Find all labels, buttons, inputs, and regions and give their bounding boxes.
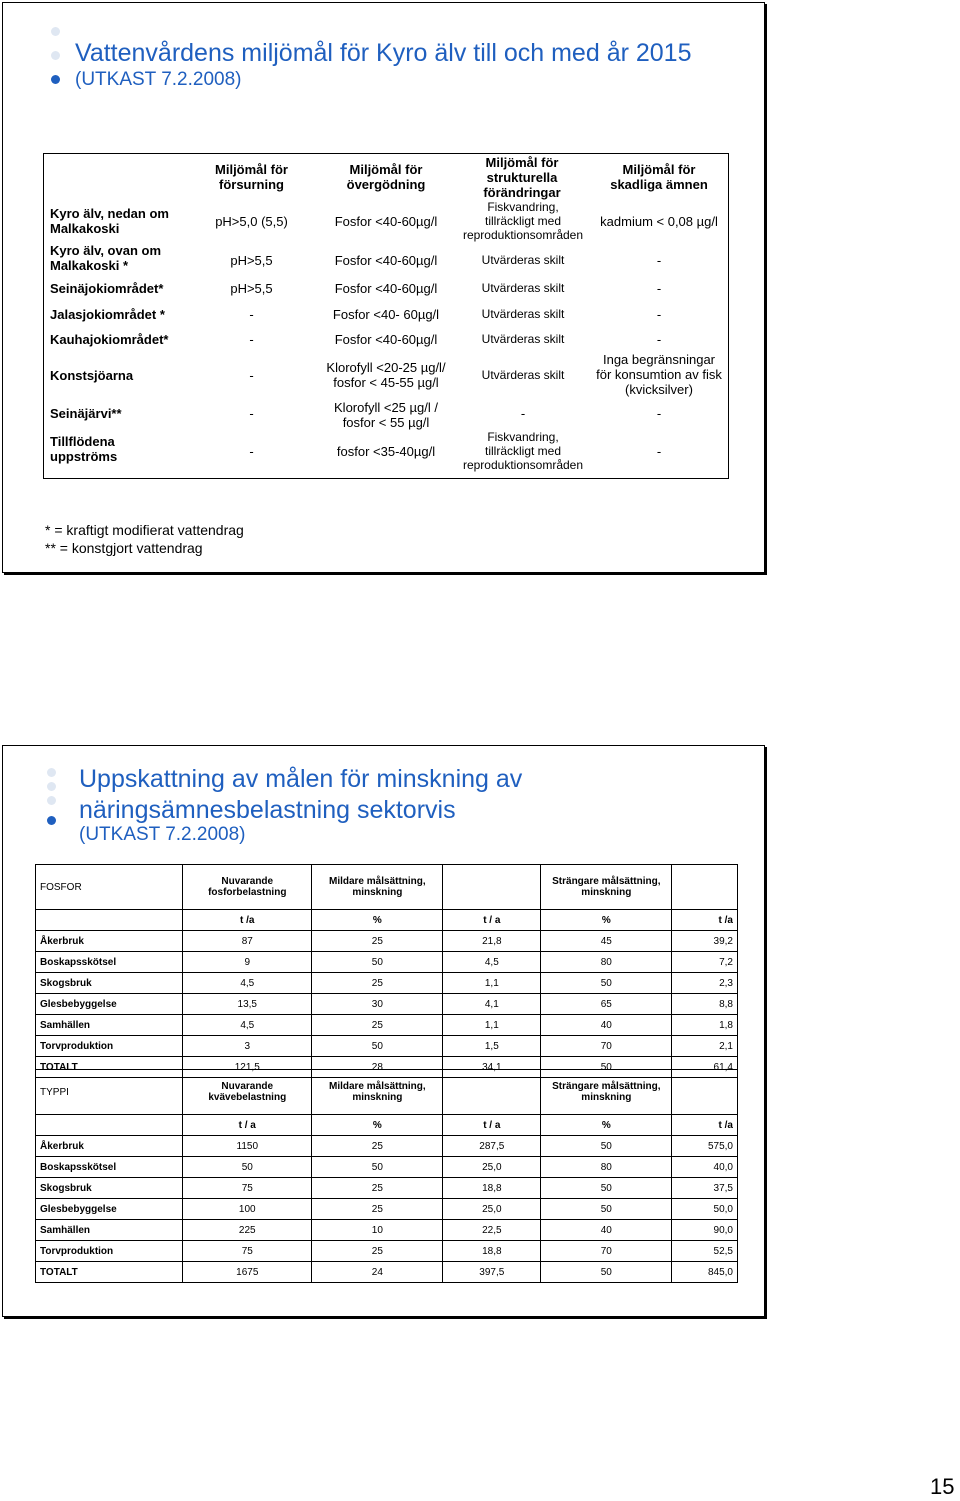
table-cell: 50 [312,1157,443,1178]
table-cell: 80 [541,1157,672,1178]
col-header-strict: Strängare målsättning, minskning [541,865,672,910]
empty-cell [672,1070,738,1115]
bullet-decoration [47,782,56,791]
table-cell: 25 [312,973,443,994]
slide-title [79,764,522,826]
cell-forsurning: - [249,368,254,383]
table-cell: 45 [541,931,672,952]
row-label: Jalasjokiområdet * [50,307,165,322]
fosfor-table [35,864,738,1078]
header-strukturella: Miljömål för strukturella förändringar [483,155,561,200]
cell-strukturella: Utvärderas skilt [481,368,565,382]
sector-label: TOTALT [36,1262,183,1283]
row-label: Kyro älv, ovan om Malkakoski * [50,243,162,273]
cell-overgodning: Klorofyll <25 µg/l / fosfor < 55 µg/l [334,400,438,430]
cell-skadliga: kadmium < 0,08 µg/l [600,214,718,229]
table-cell: 50 [541,1136,672,1157]
slide-title: Vattenvårdens miljömål för Kyro älv till och med år 2015 [75,39,692,67]
table-cell: 1,5 [443,1036,541,1057]
cell-overgodning: Fosfor <40- 60µg/l [332,307,440,322]
header-overgodning: Miljömål för övergödning [346,162,426,192]
row-label: Seinäjokiområdet* [50,281,164,296]
row-label: Tillflödena uppströms [50,434,118,464]
table-cell: 13,5 [183,994,312,1015]
table-cell: 50 [312,1036,443,1057]
cell-forsurning: - [249,444,254,459]
table-cell: 25 [312,1136,443,1157]
cell-overgodning: Klorofyll <20-25 µg/l/ fosfor < 45-55 µg/l [326,360,446,390]
cell-forsurning: - [249,307,254,322]
table-cell: 1,1 [443,1015,541,1036]
footnote: * = kraftigt modifierat vattendrag [45,522,244,538]
cell-skadliga: - [656,332,662,347]
unit-header: t / a [443,1115,541,1136]
bullet-decoration [51,51,60,60]
cell-skadliga: - [656,406,662,421]
row-label: Konstsjöarna [50,368,134,383]
table-cell: 4,5 [443,952,541,973]
bullet-decoration [47,768,56,777]
bullet-decoration [51,75,60,84]
table-row [36,1220,738,1241]
table-cell: 25 [312,1241,443,1262]
empty-cell [36,1115,183,1136]
cell-forsurning: - [249,406,254,421]
cell-strukturella: Fiskvandring, tillräckligt med reproduktionsområden [462,430,584,472]
goals-table [43,153,729,479]
table-row [36,1199,738,1220]
table-cell: 4,1 [443,994,541,1015]
cell-strukturella: Utvärderas skilt [481,253,565,267]
table-cell: 40 [541,1220,672,1241]
cell-strukturella: - [520,406,526,421]
slide-subtitle: (UTKAST 7.2.2008) [75,69,242,90]
cell-skadliga: - [656,307,662,322]
table-cell: 90,0 [672,1220,738,1241]
table-cell: 1675 [183,1262,312,1283]
unit-header: t /a [672,1115,738,1136]
cell-strukturella: Utvärderas skilt [481,281,565,295]
table-cell: 70 [541,1036,672,1057]
table-row [36,973,738,994]
bullet-decoration [51,27,60,36]
sector-label: Samhällen [36,1015,183,1036]
table-cell: 25,0 [443,1157,541,1178]
sector-label: Torvproduktion [36,1036,183,1057]
table-cell: 75 [183,1241,312,1262]
typpi-table [35,1069,738,1283]
sector-label: Skogsbruk [36,1178,183,1199]
unit-header: t / a [443,910,541,931]
sector-label: Glesbebyggelse [36,994,183,1015]
table-row [36,1178,738,1199]
col-header-current: Nuvarande kvävebelastning [183,1070,312,1115]
table-cell: 10 [312,1220,443,1241]
sector-label: Boskapsskötsel [36,952,183,973]
sector-label: TOTALT [36,1057,183,1078]
table-cell: 50 [312,952,443,973]
cell-skadliga: Inga begränsningar för konsumtion av fisk (kvicksilver) [596,352,722,397]
table-cell: 1,8 [672,1015,738,1036]
footnote: ** = konstgjort vattendrag [45,540,203,556]
table-cell: 8,8 [672,994,738,1015]
table-cell: 50 [541,1262,672,1283]
table-cell: 25,0 [443,1199,541,1220]
table-cell: 39,2 [672,931,738,952]
table-cell: 65 [541,994,672,1015]
row-label: Kauhajokiområdet* [50,332,169,347]
table-cell: 121,5 [183,1057,312,1078]
unit-header: % [541,910,672,931]
table-cell: 575,0 [672,1136,738,1157]
slide-title-line: Uppskattning av målen för minskning av [79,765,523,793]
col-header-mild: Mildare målsättning, minskning [312,1070,443,1115]
cell-overgodning: Fosfor <40-60µg/l [334,332,438,347]
table-cell: 28 [312,1057,443,1078]
table-cell: 50,0 [672,1199,738,1220]
row-label: Seinäjärvi** [50,406,122,421]
unit-header: % [541,1115,672,1136]
table-cell: 18,8 [443,1178,541,1199]
table-cell: 75 [183,1178,312,1199]
table-cell: 22,5 [443,1220,541,1241]
table-row [36,1136,738,1157]
unit-header: t /a [672,910,738,931]
cell-strukturella: Fiskvandring, tillräckligt med reproduktionsområden [462,200,584,242]
table-cell: 4,5 [183,1015,312,1036]
table-cell: 25 [312,1015,443,1036]
table-cell: 30 [312,994,443,1015]
table-cell: 7,2 [672,952,738,973]
table-cell: 40 [541,1015,672,1036]
unit-header: % [312,1115,443,1136]
cell-overgodning: fosfor <35-40µg/l [336,444,436,459]
bullet-decoration [47,816,56,825]
table-cell: 50 [183,1157,312,1178]
table-cell: 34,1 [443,1057,541,1078]
table-row [36,952,738,973]
cell-skadliga: - [656,444,662,459]
table-cell: 50 [541,1199,672,1220]
table-cell: 2,1 [672,1036,738,1057]
sector-label: Samhällen [36,1220,183,1241]
table-cell: 37,5 [672,1178,738,1199]
table-row [36,994,738,1015]
table-row [36,1157,738,1178]
bullet-decoration [47,796,56,805]
slide-subtitle: (UTKAST 7.2.2008) [79,824,246,845]
table-row [36,931,738,952]
sector-label: Boskapsskötsel [36,1157,183,1178]
slide-title-line: näringsämnesbelastning sektorvis [79,796,456,824]
table-cell: 1150 [183,1136,312,1157]
table-cell: 25 [312,1178,443,1199]
empty-cell [443,865,541,910]
cell-skadliga: - [656,281,662,296]
table-row [36,1015,738,1036]
table-cell: 80 [541,952,672,973]
header-skadliga: Miljömål för skadliga ämnen [610,162,708,192]
table-cell: 25 [312,931,443,952]
cell-overgodning: Fosfor <40-60µg/l [334,214,438,229]
empty-cell [672,865,738,910]
table-cell: 397,5 [443,1262,541,1283]
table-cell: 24 [312,1262,443,1283]
col-header-strict: Strängare målsättning, minskning [541,1070,672,1115]
table-cell: 87 [183,931,312,952]
header-forsurning: Miljömål för försurning [215,162,288,192]
cell-forsurning: pH>5,5 [230,253,273,268]
cell-overgodning: Fosfor <40-60µg/l [334,253,438,268]
table-cell: 225 [183,1220,312,1241]
table-cell: 25 [312,1199,443,1220]
table-cell: 50 [541,1057,672,1078]
unit-header: % [312,910,443,931]
unit-header: t / a [183,1115,312,1136]
table-label: FOSFOR [36,865,183,910]
table-cell: 287,5 [443,1136,541,1157]
row-label: Kyro älv, nedan om Malkakoski [50,206,169,236]
sector-label: Åkerbruk [36,1136,183,1157]
cell-forsurning: pH>5,5 [230,281,273,296]
table-cell: 100 [183,1199,312,1220]
table-cell: 845,0 [672,1262,738,1283]
table-cell: 21,8 [443,931,541,952]
table-row [36,1241,738,1262]
table-cell: 9 [183,952,312,973]
empty-cell [36,910,183,931]
cell-skadliga: - [656,253,662,268]
cell-overgodning: Fosfor <40-60µg/l [334,281,438,296]
table-cell: 50 [541,1178,672,1199]
table-cell: 3 [183,1036,312,1057]
table-row [36,1036,738,1057]
sector-label: Skogsbruk [36,973,183,994]
empty-cell [443,1070,541,1115]
unit-header: t /a [183,910,312,931]
slide-vattenvard-mal [2,2,765,573]
table-cell: 61,4 [672,1057,738,1078]
table-cell: 18,8 [443,1241,541,1262]
cell-forsurning: pH>5,0 (5,5) [215,214,288,229]
sector-label: Torvproduktion [36,1241,183,1262]
sector-label: Åkerbruk [36,931,183,952]
col-header-mild: Mildare målsättning, minskning [312,865,443,910]
cell-strukturella: Utvärderas skilt [481,332,565,346]
table-cell: 2,3 [672,973,738,994]
table-cell: 50 [541,973,672,994]
table-cell: 40,0 [672,1157,738,1178]
table-label: TYPPI [36,1070,183,1115]
cell-forsurning: - [249,332,254,347]
table-row-total [36,1262,738,1283]
page-number: 15 [930,1474,955,1499]
table-cell: 52,5 [672,1241,738,1262]
sector-label: Glesbebyggelse [36,1199,183,1220]
cell-strukturella: Utvärderas skilt [481,307,565,321]
slide-minskning-sektorvis [2,745,765,1317]
table-cell: 70 [541,1241,672,1262]
table-cell: 4,5 [183,973,312,994]
table-cell: 1,1 [443,973,541,994]
col-header-current: Nuvarande fosforbelastning [183,865,312,910]
